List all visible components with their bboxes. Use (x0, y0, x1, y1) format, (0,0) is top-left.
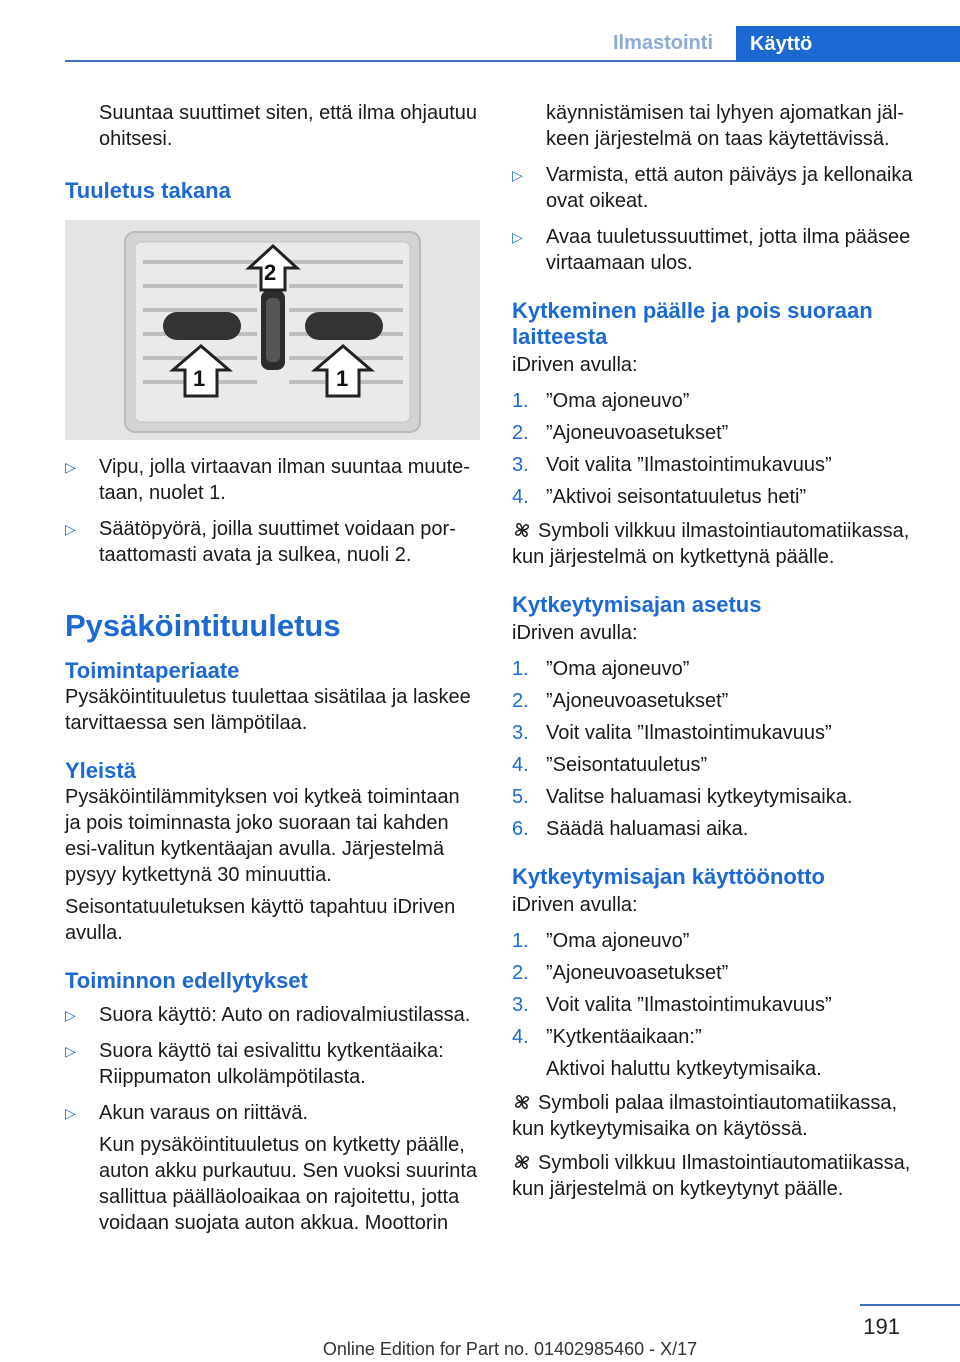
heading-tuuletus-takana: Tuuletus takana (65, 178, 231, 203)
list-item-subtext: Aktivoi haluttu kytkeytymisaika. (546, 1058, 822, 1080)
yleista-paragraph-2: Seisontatuuletuksen käyttö tapahtuu iDriven avulla. (65, 896, 456, 944)
footer-rule (860, 1304, 960, 1306)
list-item: 2. ”Ajoneuvoasetukset” (512, 690, 729, 712)
list-item: ▷ Akun varaus on riittävä. (65, 1102, 308, 1124)
heading-kayttoonotto: Kytkeytymisajan käyttöönotto (512, 864, 825, 889)
steps-list-2 (512, 656, 917, 848)
heading-toimintaperiaate: Toimintaperiaate (65, 658, 240, 683)
right-column (512, 100, 917, 1202)
edition-text: Online Edition for Part no. 01402985460 - X/17 (322, 1339, 698, 1359)
intro-text: Suuntaa suuttimet siten, että ilma ohjautuu ohitsesi. (99, 102, 478, 150)
continued-text: käynnistämisen tai lyhyen ajomatkan jäl-keen järjestelmä on taas käytettävissä. (546, 102, 904, 150)
list-item: 4. ”Kytkentäaikaan:” (512, 1026, 702, 1048)
figure-label-1b: 1 (336, 366, 349, 391)
idrive-label: iDriven avulla: (512, 354, 638, 376)
symbol-note-3: Symboli vilkkuu Ilmastointiautomatiikassa, kun järjestelmä on kytkeytynyt päälle. (512, 1152, 911, 1200)
idrive-label: iDriven avulla: (512, 894, 638, 916)
list-item: ▷ Vipu, jolla virtaavan ilman suuntaa muute-taan, nuolet 1. (65, 456, 470, 504)
list-item: 3. Voit valita ”Ilmastointimukavuus” (512, 454, 832, 476)
figure-label-1a: 1 (193, 366, 206, 391)
steps-list-1 (512, 388, 917, 516)
symbol-note-2: Symboli palaa ilmastointiautomatiikassa, kun kytkeytymisaika on käytössä. (512, 1092, 898, 1140)
rear-vent-figure (65, 220, 480, 440)
akku-note: Kun pysäköintituuletus on kytketty päälle, auton akku purkautuu. Sen vuoksi suurinta sallittua päälläoloaikaa on rajoitettu, jotta voidaan suojata auton akkua. Moottorin (99, 1134, 478, 1234)
list-item: 3. Voit valita ”Ilmastointimukavuus” (512, 994, 832, 1016)
idrive-label: iDriven avulla: (512, 622, 638, 644)
triangle-bullet-icon: ▷ (65, 1105, 76, 1121)
list-item: ▷ Varmista, että auton päiväys ja kellonaika ovat oikeat. (512, 164, 913, 212)
triangle-bullet-icon: ▷ (512, 229, 523, 245)
list-item: ▷ Avaa tuuletussuuttimet, jotta ilma pääsee virtaamaan ulos. (512, 226, 911, 274)
list-item: 1. ”Oma ajoneuvo” (512, 390, 690, 412)
triangle-bullet-icon: ▷ (65, 459, 76, 475)
triangle-bullet-icon: ▷ (65, 521, 76, 537)
list-item: 1. ”Oma ajoneuvo” (512, 658, 690, 680)
list-item: ▷ Säätöpyörä, joilla suuttimet voidaan por-taattomasti avata ja sulkea, nuoli 2. (65, 518, 456, 566)
rear-vent-illustration (65, 220, 480, 440)
list-item: 2. ”Ajoneuvoasetukset” (512, 422, 729, 444)
left-column (65, 100, 480, 1236)
heading-yleista: Yleistä (65, 758, 136, 783)
steps-list-3 (512, 928, 917, 1082)
header-chapter: Käyttö (736, 26, 960, 62)
fan-icon (512, 1152, 532, 1172)
list-item: 6. Säädä haluamasi aika. (512, 818, 749, 840)
header-section: Ilmastointi (612, 32, 713, 54)
symbol-note-1: Symboli vilkkuu ilmastointiautomatiikassa, kun järjestelmä on kytkettynä päälle. (512, 520, 910, 568)
triangle-bullet-icon: ▷ (65, 1043, 76, 1059)
list-item: 2. ”Ajoneuvoasetukset” (512, 962, 729, 984)
triangle-bullet-icon: ▷ (512, 167, 523, 183)
list-item: 4. ”Seisontatuuletus” (512, 754, 708, 776)
heading-pysakointituuletus: Pysäköintituuletus (65, 608, 341, 643)
list-item: 1. ”Oma ajoneuvo” (512, 930, 690, 952)
list-item: 4. ”Aktivoi seisontatuuletus heti” (512, 486, 807, 508)
triangle-bullet-icon: ▷ (65, 1007, 76, 1023)
toiminta-text: Pysäköintituuletus tuulettaa sisätilaa ja laskee tarvittaessa sen lämpötilaa. (65, 686, 471, 734)
figure-label-2: 2 (264, 260, 277, 285)
list-item: ▷ Suora käyttö: Auto on radiovalmiustilassa. (65, 1004, 471, 1026)
heading-edellytykset: Toiminnon edellytykset (65, 968, 308, 993)
list-item: 5. Valitse haluamasi kytkeytymisaika. (512, 786, 853, 808)
fan-icon (512, 520, 532, 540)
list-item: 3. Voit valita ”Ilmastointimukavuus” (512, 722, 832, 744)
yleista-paragraph-1: Pysäköintilämmityksen voi kytkeä toimintaan ja pois toiminnasta joko suoraan tai kahden esi-valitun kytkentäajan avulla. Järjestelmä pysyy kytkettynä 30 minuuttia. (65, 786, 460, 886)
fan-icon (512, 1092, 532, 1112)
page-number: 191 (863, 1314, 900, 1339)
heading-asetus: Kytkeytymisajan asetus (512, 592, 762, 617)
list-item: ▷ Suora käyttö tai esivalittu kytkentäaika: Riippumaton ulkolämpötilasta. (65, 1040, 444, 1088)
heading-kytkeminen: Kytkeminen päälle ja pois suoraan laitteesta (512, 298, 873, 349)
